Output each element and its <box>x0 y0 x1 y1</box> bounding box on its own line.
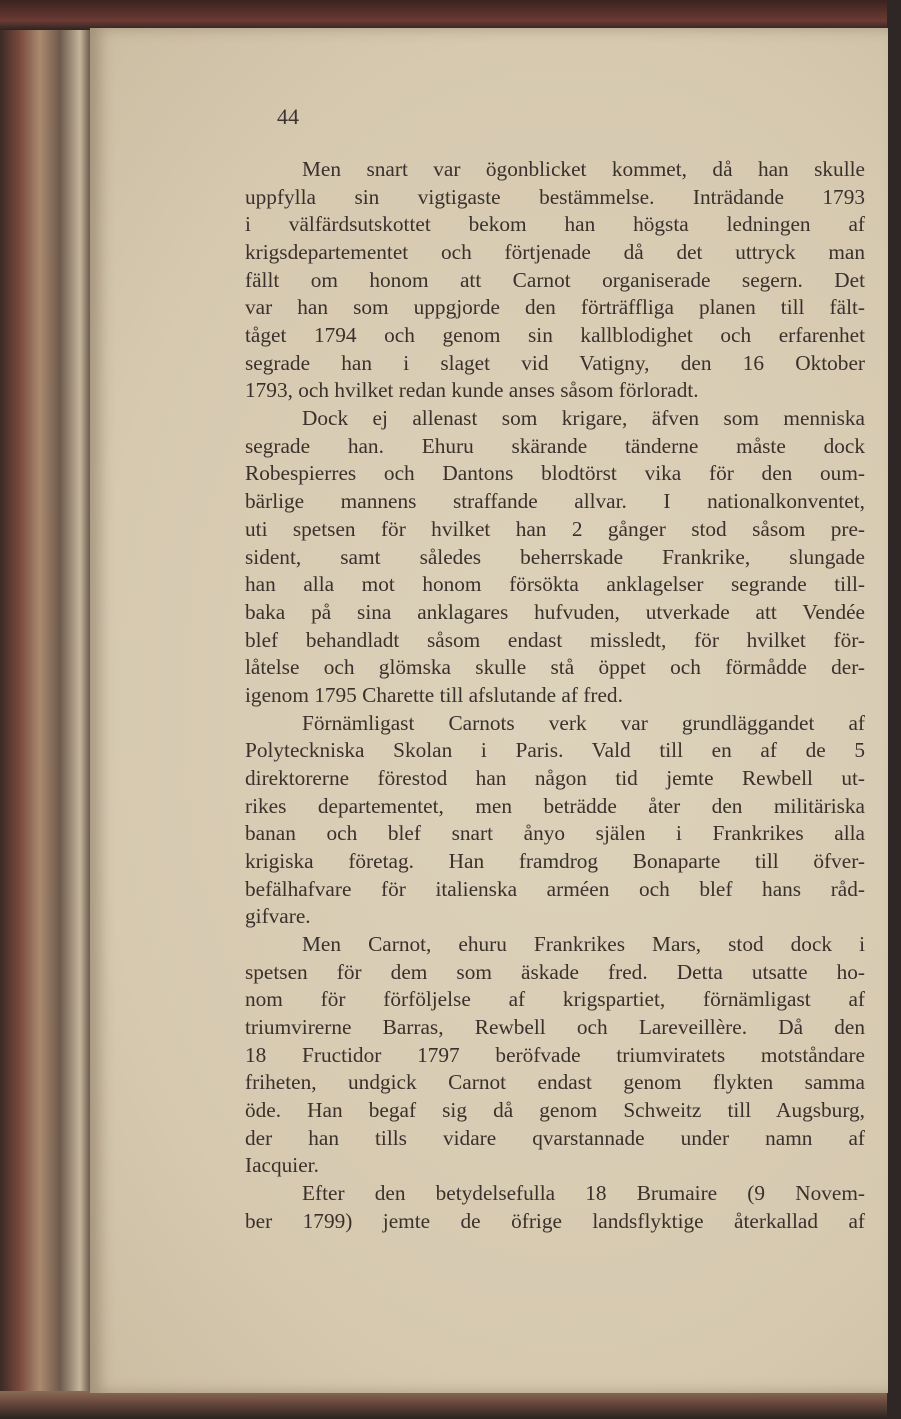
book-cover-top-edge <box>0 0 901 30</box>
text-line: ber 1799) jemte de öfrige landsflyktige återkallad af <box>245 1208 865 1233</box>
text-line: Men snart var ögonblicket kommet, då han skulle <box>302 157 865 181</box>
text-line: Förnämligast Carnots verk var grundläggandet af <box>302 710 865 735</box>
text-line: 18 Fructidor 1797 beröfvade triumviratets motståndare <box>245 1042 865 1067</box>
text-line: triumvirerne Barras, Rewbell och Lareveillère. Då den <box>245 1015 865 1040</box>
text-line: gifvare. <box>245 904 311 929</box>
text-line: öde. Han begaf sig då genom Schweitz till Augsburg, <box>245 1098 865 1123</box>
text-line: spetsen för dem som äskade fred. Detta utsatte ho- <box>245 959 865 984</box>
text-line: Efter den betydelsefulla 18 Brumaire (9 Novem- <box>302 1181 865 1206</box>
text-line: direktorerne förestod han någon tid jemte Rewbell ut- <box>245 765 865 790</box>
text-line: tåget 1794 och genom sin kallblodighet och erfarenhet <box>245 323 865 348</box>
book-cover-left-edge <box>0 0 95 1419</box>
text-line: i välfärdsutskottet bekom han högsta ledningen af <box>245 212 865 237</box>
text-line: blef behandladt såsom endast missledt, för hvilket för- <box>245 627 865 652</box>
text-line: krigsdepartementet och förtjenade då det uttryck man <box>245 240 865 265</box>
text-line: sident, samt således beherrskade Frankrike, slungade <box>245 544 865 569</box>
text-line: Dock ej allenast som krigare, äfven som menniska <box>302 406 865 431</box>
text-line: bärlige mannens straffande allvar. I nationalkonventet, <box>245 489 865 514</box>
text-line: segrade han. Ehuru skärande tänderne måste dock <box>245 433 865 458</box>
text-line: uti spetsen för hvilket han 2 gånger stod såsom pre- <box>245 516 865 541</box>
text-line: Polyteckniska Skolan i Paris. Vald till en af de 5 <box>245 738 865 763</box>
text-line: uppfylla sin vigtigaste bestämmelse. Inträdande 1793 <box>245 184 865 209</box>
text-line: igenom 1795 Charette till afslutande af fred. <box>245 682 623 707</box>
text-line: var han som uppgjorde den förträffliga planen till fält- <box>245 295 865 320</box>
text-line: befälhafvare för italienska arméen och blef hans råd- <box>245 876 865 901</box>
text-line: banan och blef snart ånyo själen i Frankrikes alla <box>245 821 865 846</box>
book-cover-bottom-edge <box>0 1391 901 1419</box>
text-line: Robespierres och Dantons blodtörst vika för den oum- <box>245 461 865 486</box>
text-line: der han tills vidare qvarstannade under namn af <box>245 1125 865 1150</box>
text-line: fällt om honom att Carnot organiserade segern. Det <box>245 267 865 292</box>
text-line: friheten, undgick Carnot endast genom flykten samma <box>245 1070 865 1095</box>
text-line: rikes departementet, men beträdde åter den militäriska <box>245 793 865 818</box>
text-line: Men Carnot, ehuru Frankrikes Mars, stod dock i <box>302 932 865 957</box>
text-line: nom för förföljelse af krigspartiet, förnämligast af <box>245 987 865 1012</box>
text-line: Iacquier. <box>245 1153 319 1178</box>
text-line: baka på sina anklagares hufvuden, utverkade att Vendée <box>245 599 865 624</box>
text-line: han alla mot honom försökta anklagelser segrande till- <box>245 572 865 597</box>
book-cover-right-edge <box>887 0 901 1419</box>
text-line: segrade han i slaget vid Vatigny, den 16 Oktober <box>245 350 865 375</box>
page-number: 44 <box>277 104 299 129</box>
text-line: krigiska företag. Han framdrog Bonaparte till öfver- <box>245 849 865 873</box>
text-line: 1793, och hvilket redan kunde anses såsom förloradt. <box>245 378 699 403</box>
text-line: låtelse och glömska skulle stå öppet och förmådde der- <box>245 655 865 680</box>
